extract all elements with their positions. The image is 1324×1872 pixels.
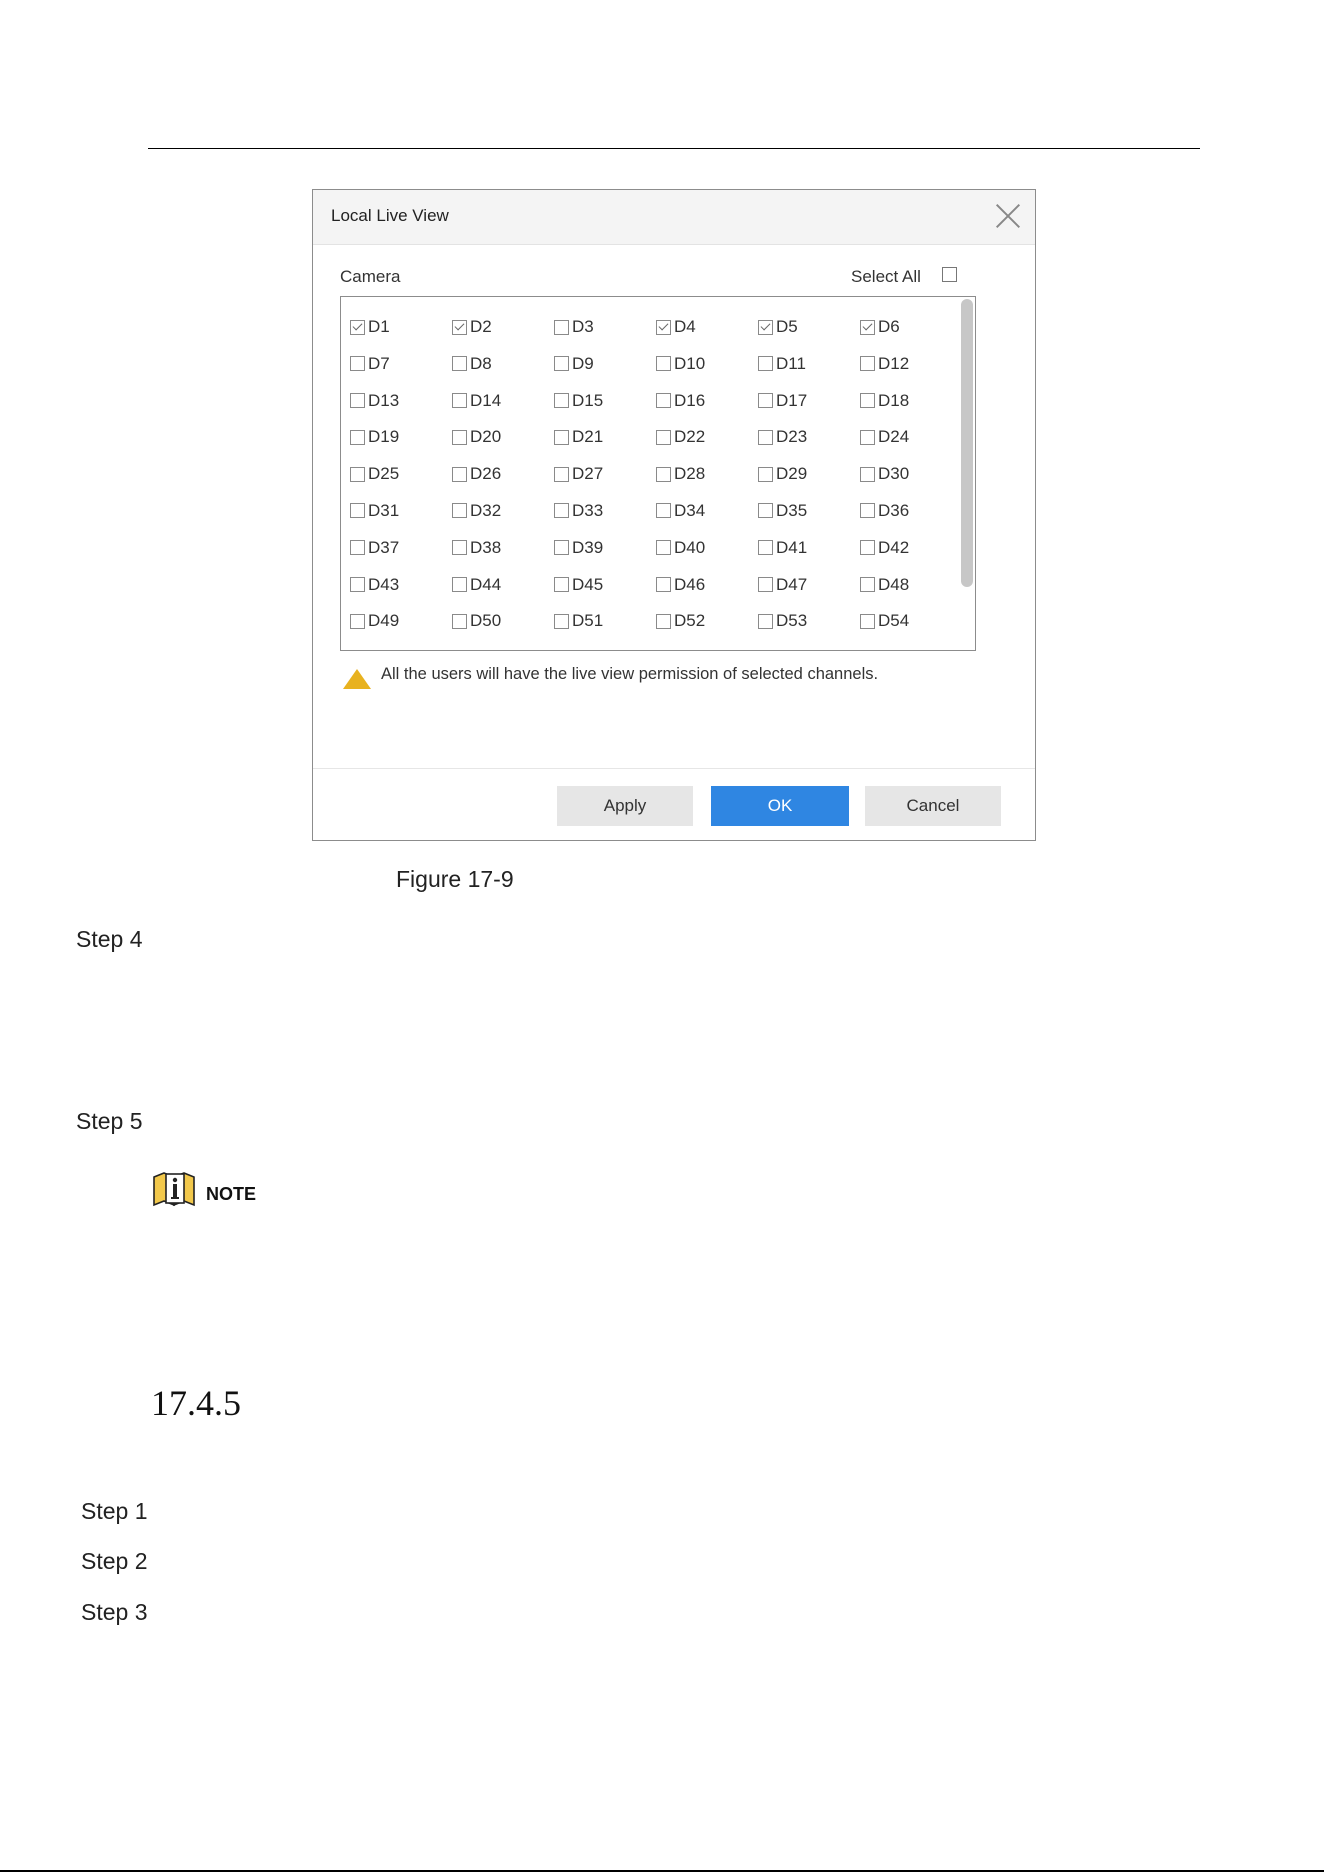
camera-item[interactable] [758,538,860,558]
camera-checkbox[interactable] [554,503,569,518]
camera-item[interactable] [656,611,758,631]
camera-item[interactable] [350,391,452,411]
camera-label-text: D19 [368,427,400,447]
camera-label-text: D26 [470,464,502,484]
camera-checkbox[interactable] [452,356,467,371]
camera-item[interactable] [452,391,554,411]
camera-item[interactable] [554,317,656,337]
camera-item[interactable] [452,538,554,558]
camera-label-text: D33 [572,500,604,520]
camera-item[interactable] [350,354,452,374]
camera-label-text: D9 [572,353,594,373]
camera-label-text: D27 [572,464,604,484]
camera-label-text: D28 [674,464,706,484]
camera-label-text: D25 [368,464,400,484]
camera-item[interactable] [554,611,656,631]
camera-checkbox[interactable] [758,356,773,371]
camera-label-text: D43 [368,574,400,594]
camera-label-text: D5 [776,317,798,336]
camera-item[interactable] [554,464,656,484]
camera-checkbox[interactable] [860,540,875,555]
info-booklet-icon [152,1171,202,1207]
camera-label-text: D13 [368,390,400,410]
camera-item[interactable] [656,391,758,411]
camera-label-text: D51 [572,611,604,631]
camera-label-text: D14 [470,390,502,410]
camera-item[interactable] [656,317,758,337]
camera-checkbox[interactable] [452,540,467,555]
warning-triangle-icon [343,669,371,689]
camera-checkbox[interactable] [452,503,467,518]
local-live-view-dialog [312,189,1036,841]
camera-checkbox[interactable] [350,393,365,408]
camera-checkbox[interactable] [860,467,875,482]
camera-label: Camera [340,267,401,286]
dialog-header [313,190,1035,245]
camera-label-text: D10 [674,353,706,373]
camera-item[interactable] [656,354,758,374]
camera-item[interactable] [452,354,554,374]
camera-item[interactable] [350,427,452,447]
scrollbar-thumb[interactable] [961,299,973,587]
camera-label-text: D7 [368,353,390,373]
camera-label-text: D52 [674,611,706,631]
camera-item[interactable] [350,501,452,521]
camera-item[interactable] [350,317,452,337]
camera-label-text: D37 [368,537,400,557]
camera-item[interactable] [860,538,962,558]
camera-label-text: D17 [776,390,808,410]
camera-checkbox[interactable] [758,540,773,555]
camera-label-text: D54 [878,611,910,631]
camera-item[interactable] [656,464,758,484]
camera-checkbox[interactable] [350,430,365,445]
camera-checkbox[interactable] [656,614,671,629]
camera-checkbox[interactable] [554,320,569,335]
camera-label-text: D39 [572,537,604,557]
note-label: NOTE [206,1184,257,1204]
camera-checkbox[interactable] [656,503,671,518]
camera-item[interactable] [860,391,962,411]
camera-checkbox[interactable] [350,320,365,335]
camera-item[interactable] [758,391,860,411]
camera-item[interactable] [860,427,962,447]
camera-list-scrollbar[interactable] [958,297,975,650]
camera-item[interactable] [860,575,962,595]
camera-checkbox[interactable] [758,467,773,482]
camera-checkbox[interactable] [656,540,671,555]
camera-checkbox[interactable] [350,577,365,592]
camera-item[interactable] [554,391,656,411]
camera-label-text: D48 [878,574,910,594]
camera-item[interactable] [758,464,860,484]
camera-checkbox[interactable] [452,467,467,482]
camera-checkbox[interactable] [554,540,569,555]
step-3-label: Step 3 [81,1599,148,1625]
camera-label-text: D2 [470,317,492,336]
camera-item[interactable] [452,317,554,337]
camera-item[interactable] [350,611,452,631]
camera-item[interactable] [860,501,962,521]
camera-item[interactable] [554,575,656,595]
camera-label-text: D47 [776,574,808,594]
camera-label-text: D34 [674,500,706,520]
camera-label-text: D12 [878,353,910,373]
camera-label-text: D8 [470,353,492,373]
ok-button[interactable]: OK [711,786,849,826]
step-1-label: Step 1 [81,1498,148,1524]
camera-checkbox[interactable] [758,320,773,335]
dialog-title: Local Live View [331,206,449,225]
camera-item[interactable] [656,538,758,558]
camera-checkbox[interactable] [554,356,569,371]
camera-item[interactable] [350,464,452,484]
camera-item[interactable] [758,611,860,631]
camera-item[interactable] [656,575,758,595]
cancel-button[interactable]: Cancel [865,786,1001,826]
camera-item[interactable] [656,501,758,521]
figure-caption: Figure 17-9 [396,866,514,892]
camera-item[interactable] [452,464,554,484]
camera-checkbox[interactable] [452,430,467,445]
camera-item[interactable] [554,427,656,447]
camera-label-text: D40 [674,537,706,557]
camera-label-text: D6 [878,317,900,336]
camera-checkbox[interactable] [350,356,365,371]
camera-label-text: D29 [776,464,808,484]
camera-label-text: D41 [776,537,808,557]
camera-checkbox[interactable] [452,393,467,408]
camera-list [340,296,976,651]
camera-item[interactable] [452,427,554,447]
camera-label-text: D31 [368,500,400,520]
camera-label-text: D44 [470,574,502,594]
camera-label-text: D38 [470,537,502,557]
camera-item[interactable] [758,501,860,521]
camera-checkbox[interactable] [554,467,569,482]
camera-checkbox[interactable] [554,614,569,629]
select-all-label: Select All [851,267,921,286]
camera-checkbox[interactable] [554,577,569,592]
camera-checkbox[interactable] [452,577,467,592]
camera-item[interactable] [554,501,656,521]
camera-checkbox[interactable] [860,356,875,371]
camera-item[interactable] [554,354,656,374]
camera-checkbox[interactable] [554,393,569,408]
camera-label-text: D15 [572,390,604,410]
camera-checkbox[interactable] [860,503,875,518]
camera-label-text: D1 [368,317,390,336]
camera-item[interactable] [860,317,962,337]
camera-label-text: D16 [674,390,706,410]
note-callout [152,1171,256,1207]
camera-label-text: D4 [674,317,696,336]
camera-label-text: D36 [878,500,910,520]
camera-checkbox[interactable] [350,614,365,629]
camera-checkbox[interactable] [860,430,875,445]
camera-checkbox[interactable] [860,577,875,592]
camera-label-text: D32 [470,500,502,520]
camera-grid [350,317,950,648]
camera-checkbox[interactable] [758,503,773,518]
step-2-label: Step 2 [81,1548,148,1574]
camera-label-text: D22 [674,427,706,447]
camera-item[interactable] [452,611,554,631]
camera-label-text: D20 [470,427,502,447]
camera-checkbox[interactable] [350,467,365,482]
camera-item[interactable] [860,464,962,484]
apply-button[interactable]: Apply [557,786,693,826]
section-number: 17.4.5 [151,1383,241,1423]
camera-checkbox[interactable] [656,467,671,482]
camera-label-text: D45 [572,574,604,594]
camera-checkbox[interactable] [860,614,875,629]
camera-item[interactable] [758,317,860,337]
camera-checkbox[interactable] [860,320,875,335]
camera-item[interactable] [758,354,860,374]
camera-label-text: D46 [674,574,706,594]
camera-checkbox[interactable] [860,393,875,408]
camera-item[interactable] [758,575,860,595]
camera-checkbox[interactable] [656,393,671,408]
footer-divider [313,768,1035,769]
camera-checkbox[interactable] [350,540,365,555]
camera-item[interactable] [350,538,452,558]
camera-label-text: D23 [776,427,808,447]
camera-checkbox[interactable] [554,430,569,445]
camera-checkbox[interactable] [656,356,671,371]
camera-checkbox[interactable] [656,577,671,592]
camera-checkbox[interactable] [758,430,773,445]
camera-item[interactable] [554,538,656,558]
header-rule [148,148,1200,149]
camera-item[interactable] [860,354,962,374]
camera-checkbox[interactable] [758,614,773,629]
camera-item[interactable] [452,575,554,595]
camera-checkbox[interactable] [452,614,467,629]
camera-label-text: D49 [368,611,400,631]
camera-checkbox[interactable] [656,320,671,335]
camera-label-text: D50 [470,611,502,631]
step-5-label: Step 5 [76,1108,143,1134]
camera-label-text: D24 [878,427,910,447]
step-4-label: Step 4 [76,926,143,952]
select-all-checkbox[interactable] [942,267,957,282]
camera-label-text: D30 [878,464,910,484]
camera-checkbox[interactable] [758,393,773,408]
camera-label-text: D21 [572,427,604,447]
camera-checkbox[interactable] [350,503,365,518]
camera-label-text: D42 [878,537,910,557]
camera-item[interactable] [656,427,758,447]
camera-item[interactable] [758,427,860,447]
camera-label-text: D11 [776,353,806,373]
camera-checkbox[interactable] [758,577,773,592]
camera-checkbox[interactable] [656,430,671,445]
camera-checkbox[interactable] [452,320,467,335]
camera-label-text: D53 [776,611,808,631]
camera-item[interactable] [350,575,452,595]
camera-item[interactable] [452,501,554,521]
camera-label-text: D3 [572,317,594,336]
camera-label-text: D35 [776,500,808,520]
camera-label-text: D18 [878,390,910,410]
close-icon[interactable] [995,203,1021,229]
camera-item[interactable] [860,611,962,631]
warning-text: All the users will have the live view permission of selected channels. [381,665,879,683]
